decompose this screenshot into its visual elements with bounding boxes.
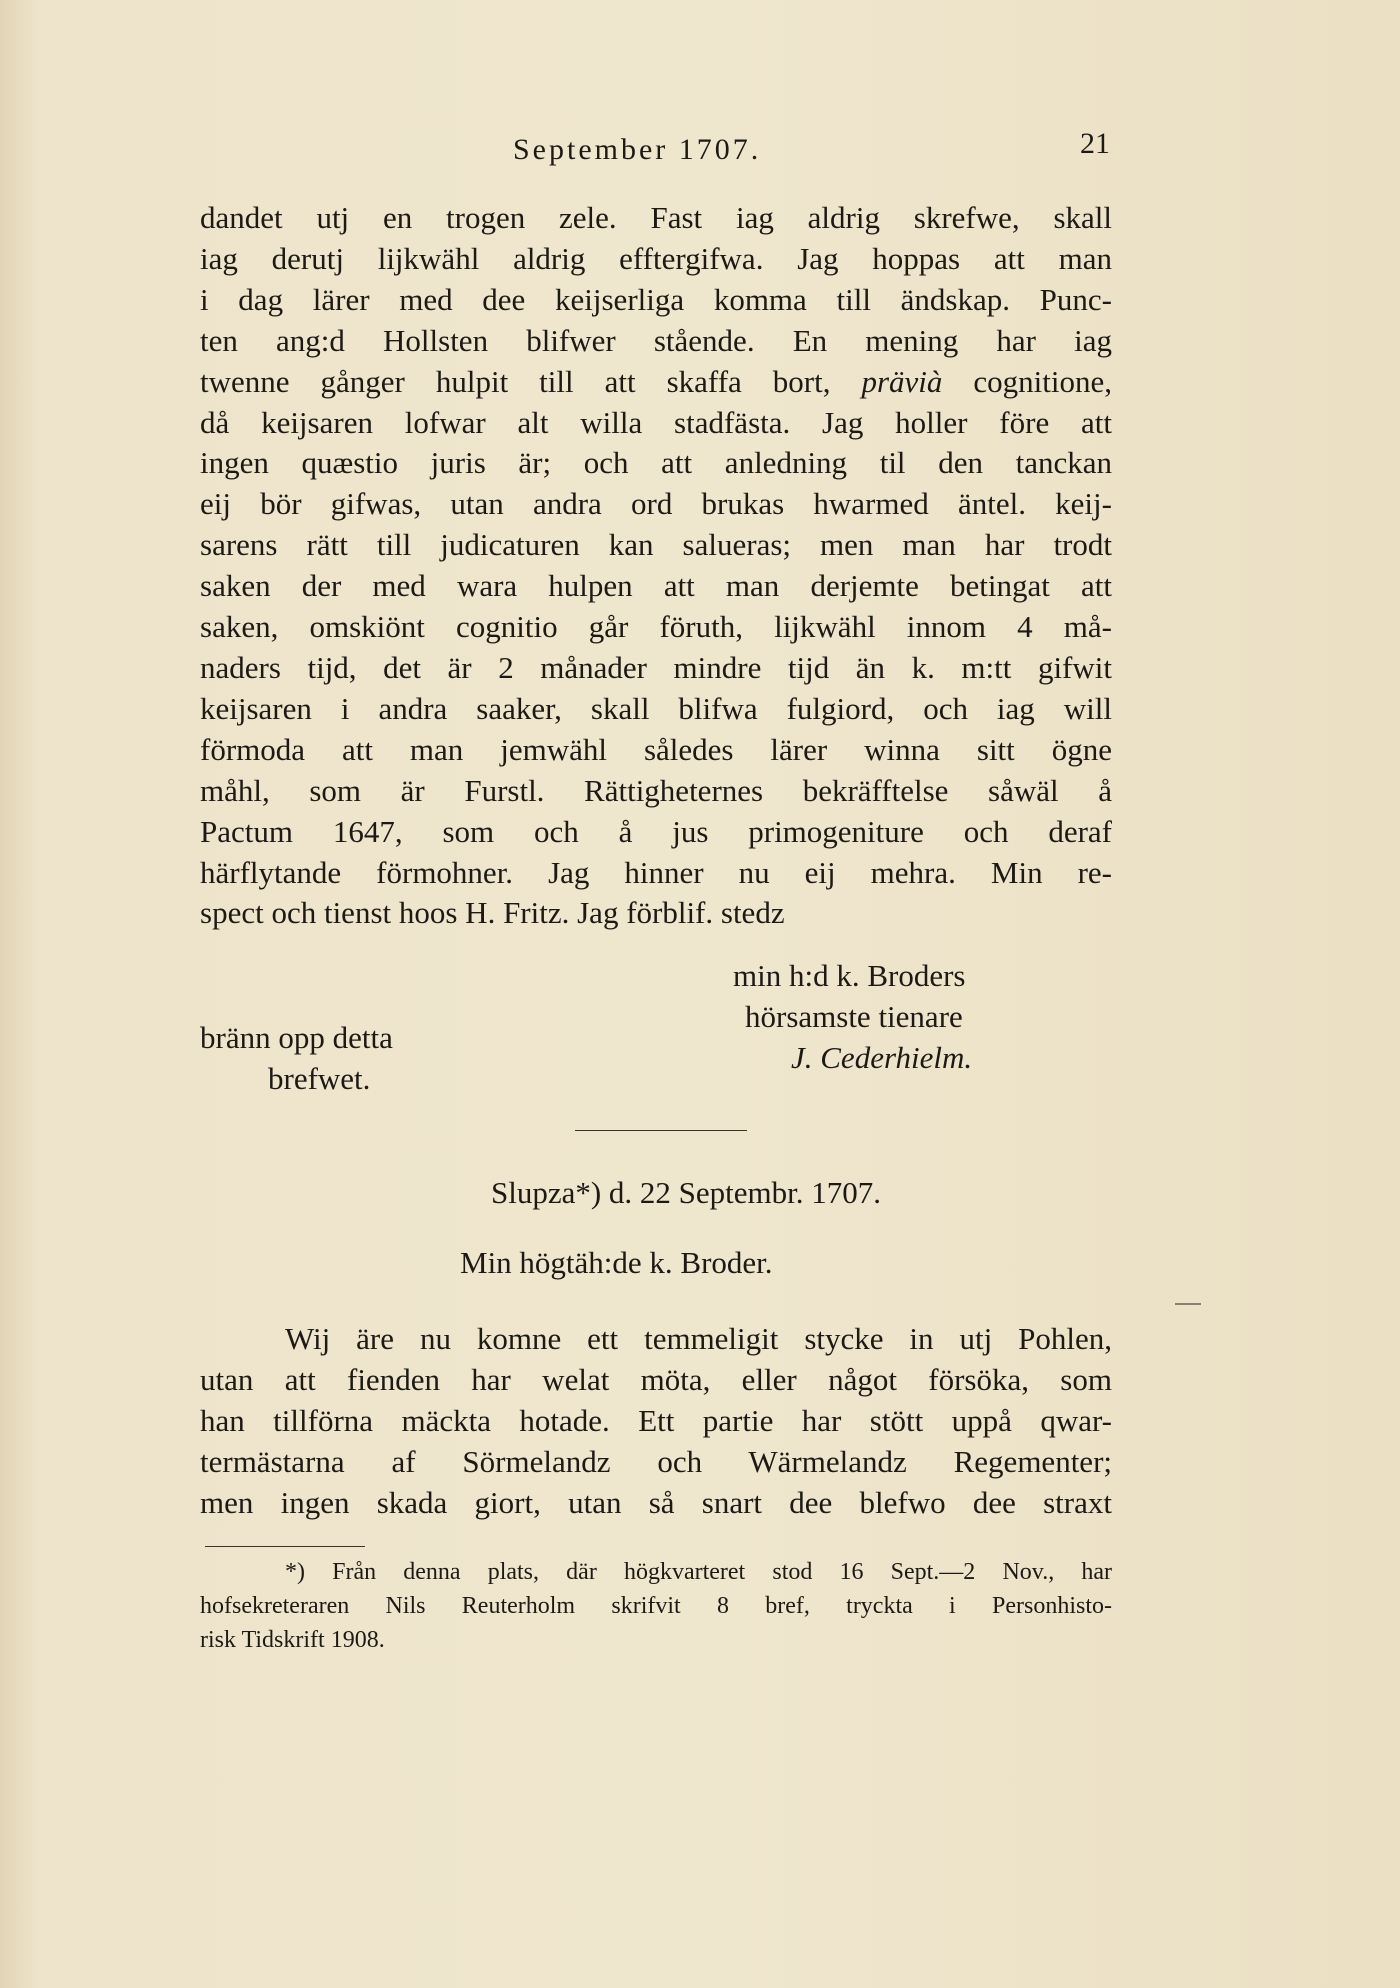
letter-1-body	[200, 198, 1112, 934]
text-line: ingen quæstio juris är; och att anledning til den tanckan	[200, 445, 1112, 481]
text-line: då keijsaren lofwar alt willa stadfästa. Jag holler före att	[200, 404, 1112, 440]
footnote	[200, 1555, 1112, 1657]
footnote-line: hofsekreteraren Nils Reuterholm skrifvit 8 bref, tryckta i Personhisto-	[200, 1593, 1112, 1619]
text-line: saken der med wara hulpen att man derjemte betingat att	[200, 568, 1112, 604]
text-line: härflytande förmohner. Jag hinner nu eij mehra. Min re-	[200, 854, 1112, 890]
postscript-line: brefwet.	[268, 1061, 371, 1096]
page-number: 21	[1080, 127, 1110, 160]
text-line: ten ang:d Hollsten blifwer stående. En mening har iag	[200, 322, 1112, 358]
letter-2-dateline: Slupza*) d. 22 Septembr. 1707.	[490, 1175, 882, 1210]
footnote-line: risk Tidskrift 1908.	[200, 1627, 385, 1653]
signer-name: J. Cederhielm.	[791, 1040, 973, 1075]
text-line: dandet utj en trogen zele. Fast iag aldrig skrefwe, skall	[200, 200, 1112, 235]
text-line: utan att fienden har welat möta, eller något försöka, som	[200, 1362, 1112, 1397]
letter-2-body	[200, 1318, 1112, 1523]
text-line: men ingen skada giort, utan så snart dee blefwo dee straxt	[200, 1485, 1112, 1520]
text-line: saken, omskiönt cognitio går föruth, lijkwähl innom 4 må-	[200, 609, 1112, 645]
footnote-divider	[205, 1546, 365, 1547]
running-title: September 1707.	[513, 133, 762, 166]
text-line: spect och tienst hoos H. Fritz. Jag förblif. stedz	[200, 895, 785, 931]
closing-line: min h:d k. Broders	[733, 958, 966, 993]
text-line: förmoda att man jemwähl således lärer winna sitt ögne	[200, 731, 1112, 767]
letter-2-salutation: Min högtäh:de k. Broder.	[460, 1245, 773, 1280]
closing-signature	[733, 955, 972, 1078]
text-line: keijsaren i andra saaker, skall blifwa fulgiord, och iag will	[200, 690, 1112, 726]
text-line: termästarna af Sörmelandz och Wärmelandz Regementer;	[200, 1444, 1112, 1479]
text-line: han tillförna mäckta hotade. Ett partie har stött uppå qwar-	[200, 1403, 1112, 1438]
signature-block	[200, 955, 1112, 1105]
text-line: naders tijd, det är 2 månader mindre tijd än k. m:tt gifwit	[200, 649, 1112, 685]
text-line: Pactum 1647, som och å jus primogeniture och deraf	[200, 813, 1112, 849]
running-head	[200, 127, 1110, 173]
text-line: i dag lärer med dee keijserliga komma till ändskap. Punc-	[200, 281, 1112, 317]
postscript-line: bränn opp detta	[200, 1020, 393, 1055]
text-line: Wij äre nu komne ett temmeligit stycke in utj Pohlen,	[285, 1321, 1112, 1356]
postscript-note	[200, 1017, 393, 1099]
text-line: sarens rätt till judicaturen kan salueras; men man har trodt	[200, 527, 1112, 563]
text-line: eij bör gifwas, utan andra ord brukas hwarmed äntel. keij-	[200, 486, 1112, 522]
page-edge-mark	[1175, 1303, 1201, 1305]
closing-line: hörsamste tienare	[745, 999, 963, 1034]
text-line: twenne gånger hulpit till att skaffa bort, prävià cognitione,	[200, 363, 1112, 399]
text-line: måhl, som är Furstl. Rättigheternes bekräfftelse såwäl å	[200, 772, 1112, 808]
section-divider	[575, 1130, 747, 1131]
text-line: iag derutj lijkwähl aldrig efftergifwa. Jag hoppas att man	[200, 240, 1112, 276]
footnote-line: *) Från denna plats, där högkvarteret stod 16 Sept.—2 Nov., har	[285, 1559, 1112, 1585]
